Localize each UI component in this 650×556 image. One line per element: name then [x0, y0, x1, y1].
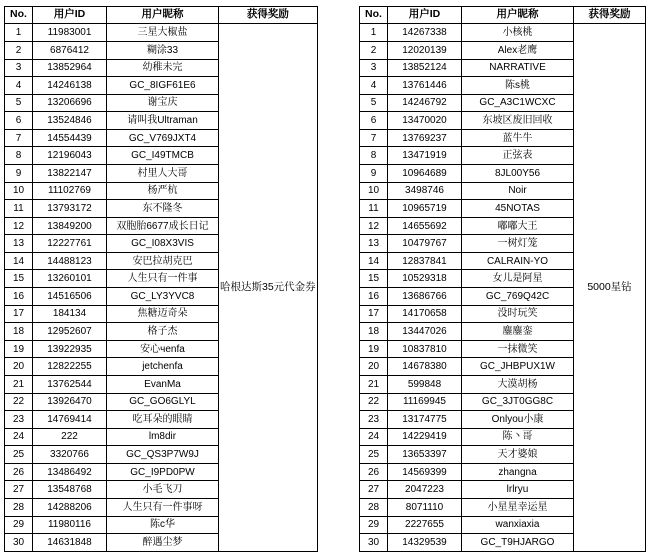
cell-user-id: 13471919	[388, 147, 462, 165]
cell-nickname: 安心чenfa	[107, 340, 219, 358]
cell-no: 12	[5, 217, 33, 235]
cell-no: 17	[5, 305, 33, 323]
cell-nickname: 东坡区废旧回收	[462, 112, 574, 130]
cell-no: 24	[360, 428, 388, 446]
cell-no: 15	[5, 270, 33, 288]
cell-no: 4	[360, 77, 388, 95]
cell-nickname: GC_I9PD0PW	[107, 463, 219, 481]
cell-user-id: 184134	[33, 305, 107, 323]
cell-user-id: 13761446	[388, 77, 462, 95]
cell-user-id: 10965719	[388, 200, 462, 218]
cell-nickname: 焦糖迈奇朵	[107, 305, 219, 323]
cell-user-id: 13852964	[33, 59, 107, 77]
right-winners-table	[359, 6, 646, 552]
cell-nickname: 8JL00Y56	[462, 165, 574, 183]
cell-user-id: 13653397	[388, 446, 462, 464]
cell-nickname: 吃耳朵的眼睛	[107, 411, 219, 429]
cell-no: 20	[360, 358, 388, 376]
cell-no: 19	[360, 340, 388, 358]
cell-no: 2	[5, 41, 33, 59]
cell-no: 3	[360, 59, 388, 77]
cell-nickname: 村里人大哥	[107, 165, 219, 183]
cell-user-id: 13470020	[388, 112, 462, 130]
cell-user-id: 3498746	[388, 182, 462, 200]
cell-nickname: 女儿是阿星	[462, 270, 574, 288]
cell-no: 18	[5, 323, 33, 341]
cell-no: 13	[5, 235, 33, 253]
column-header-user-id: 用户ID	[33, 7, 107, 24]
cell-no: 29	[360, 516, 388, 534]
cell-no: 26	[360, 463, 388, 481]
column-header-no: No.	[5, 7, 33, 24]
cell-no: 25	[5, 446, 33, 464]
cell-no: 25	[360, 446, 388, 464]
cell-nickname: 嘟嘟大王	[462, 217, 574, 235]
cell-no: 16	[360, 288, 388, 306]
cell-nickname: 小核桃	[462, 24, 574, 42]
cell-no: 21	[5, 375, 33, 393]
cell-user-id: 12952607	[33, 323, 107, 341]
cell-nickname: 小毛飞刀	[107, 481, 219, 499]
cell-no: 27	[5, 481, 33, 499]
cell-no: 11	[360, 200, 388, 218]
cell-user-id: 2047223	[388, 481, 462, 499]
cell-nickname: 陈丶哥	[462, 428, 574, 446]
cell-nickname: 请叫我Ultraman	[107, 112, 219, 130]
cell-user-id: 222	[33, 428, 107, 446]
cell-no: 9	[5, 165, 33, 183]
cell-no: 28	[360, 499, 388, 517]
cell-nickname: 天才婆娘	[462, 446, 574, 464]
cell-nickname: 醉遇尘梦	[107, 534, 219, 552]
cell-user-id: 10529318	[388, 270, 462, 288]
cell-no: 10	[5, 182, 33, 200]
cell-no: 18	[360, 323, 388, 341]
cell-nickname: 大漠胡杨	[462, 375, 574, 393]
cell-nickname: Alex老鹰	[462, 41, 574, 59]
cell-user-id: 12837841	[388, 252, 462, 270]
cell-nickname: 蓝牛牛	[462, 129, 574, 147]
cell-user-id: 12227761	[33, 235, 107, 253]
column-header-nickname: 用户昵称	[107, 7, 219, 24]
cell-user-id: 13822147	[33, 165, 107, 183]
cell-no: 22	[5, 393, 33, 411]
cell-no: 8	[360, 147, 388, 165]
cell-nickname: GC_JHBPUX1W	[462, 358, 574, 376]
cell-nickname: 正弦表	[462, 147, 574, 165]
cell-user-id: 10837810	[388, 340, 462, 358]
cell-user-id: 13926470	[33, 393, 107, 411]
table-header	[360, 7, 646, 24]
cell-no: 11	[5, 200, 33, 218]
cell-no: 23	[360, 411, 388, 429]
cell-no: 1	[5, 24, 33, 42]
cell-no: 17	[360, 305, 388, 323]
cell-user-id: 13769237	[388, 129, 462, 147]
cell-nickname: GC_V769JXT4	[107, 129, 219, 147]
cell-user-id: 14631848	[33, 534, 107, 552]
cell-user-id: 11169945	[388, 393, 462, 411]
cell-user-id: 14329539	[388, 534, 462, 552]
cell-no: 10	[360, 182, 388, 200]
cell-nickname: zhangna	[462, 463, 574, 481]
cell-nickname: GC_T9HJARGO	[462, 534, 574, 552]
cell-user-id: 10479767	[388, 235, 462, 253]
cell-user-id: 14288206	[33, 499, 107, 517]
cell-user-id: 13447026	[388, 323, 462, 341]
cell-no: 8	[5, 147, 33, 165]
cell-no: 19	[5, 340, 33, 358]
cell-nickname: GC_I08X3VIS	[107, 235, 219, 253]
cell-user-id: 13548768	[33, 481, 107, 499]
cell-user-id: 12822255	[33, 358, 107, 376]
cell-no: 30	[360, 534, 388, 552]
cell-nickname: 人生只有一件事呀	[107, 499, 219, 517]
cell-nickname: GC_LY3YVC8	[107, 288, 219, 306]
table-header	[5, 7, 318, 24]
cell-no: 30	[5, 534, 33, 552]
cell-nickname: lrlryu	[462, 481, 574, 499]
cell-nickname: 东不隆冬	[107, 200, 219, 218]
cell-user-id: 13486492	[33, 463, 107, 481]
cell-no: 2	[360, 41, 388, 59]
cell-nickname: 格子杰	[107, 323, 219, 341]
cell-user-id: 14769414	[33, 411, 107, 429]
column-header-user-id: 用户ID	[388, 7, 462, 24]
cell-user-id: 13206696	[33, 94, 107, 112]
cell-nickname: 人生只有一件事	[107, 270, 219, 288]
cell-nickname: 一树灯笼	[462, 235, 574, 253]
table-body	[360, 24, 646, 552]
cell-user-id: 13174775	[388, 411, 462, 429]
cell-prize: 5000星钻	[574, 24, 646, 552]
cell-user-id: 13852124	[388, 59, 462, 77]
cell-nickname: 鏖鏖銮	[462, 323, 574, 341]
cell-no: 6	[360, 112, 388, 130]
cell-user-id: 2227655	[388, 516, 462, 534]
cell-nickname: jetchenfa	[107, 358, 219, 376]
cell-user-id: 14569399	[388, 463, 462, 481]
cell-user-id: 13922935	[33, 340, 107, 358]
cell-user-id: 14488123	[33, 252, 107, 270]
cell-user-id: 14246138	[33, 77, 107, 95]
cell-no: 14	[5, 252, 33, 270]
cell-user-id: 14678380	[388, 358, 462, 376]
cell-nickname: 45NOTAS	[462, 200, 574, 218]
cell-no: 14	[360, 252, 388, 270]
cell-no: 20	[5, 358, 33, 376]
cell-user-id: 8071110	[388, 499, 462, 517]
header-row	[360, 7, 646, 24]
cell-nickname: wanxiaxia	[462, 516, 574, 534]
cell-user-id: 13762544	[33, 375, 107, 393]
cell-nickname: 谢宝庆	[107, 94, 219, 112]
cell-no: 15	[360, 270, 388, 288]
cell-nickname: 没时玩笑	[462, 305, 574, 323]
cell-nickname: 陈s桃	[462, 77, 574, 95]
cell-no: 7	[360, 129, 388, 147]
cell-user-id: 599848	[388, 375, 462, 393]
cell-nickname: 小星星幸运星	[462, 499, 574, 517]
column-header-no: No.	[360, 7, 388, 24]
cell-nickname: 幼稚未完	[107, 59, 219, 77]
cell-user-id: 13686766	[388, 288, 462, 306]
cell-no: 27	[360, 481, 388, 499]
cell-nickname: 安巴拉胡克巴	[107, 252, 219, 270]
cell-user-id: 14267338	[388, 24, 462, 42]
cell-no: 9	[360, 165, 388, 183]
cell-no: 21	[360, 375, 388, 393]
cell-no: 23	[5, 411, 33, 429]
cell-no: 12	[360, 217, 388, 235]
cell-user-id: 13524846	[33, 112, 107, 130]
cell-no: 4	[5, 77, 33, 95]
cell-no: 5	[360, 94, 388, 112]
cell-user-id: 14554439	[33, 129, 107, 147]
cell-no: 29	[5, 516, 33, 534]
cell-nickname: EvanMa	[107, 375, 219, 393]
cell-user-id: 14229419	[388, 428, 462, 446]
cell-user-id: 10964689	[388, 165, 462, 183]
cell-nickname: GC_QS3P7W9J	[107, 446, 219, 464]
cell-user-id: 12196043	[33, 147, 107, 165]
cell-user-id: 3320766	[33, 446, 107, 464]
cell-nickname: 糊涂33	[107, 41, 219, 59]
cell-nickname: GC_3JT0GG8C	[462, 393, 574, 411]
cell-nickname: 陈c华	[107, 516, 219, 534]
cell-no: 22	[360, 393, 388, 411]
cell-nickname: GC_769Q42C	[462, 288, 574, 306]
cell-nickname: 双胞胎6677成长日记	[107, 217, 219, 235]
cell-no: 24	[5, 428, 33, 446]
cell-no: 1	[360, 24, 388, 42]
column-header-nickname: 用户昵称	[462, 7, 574, 24]
cell-user-id: 11102769	[33, 182, 107, 200]
cell-no: 16	[5, 288, 33, 306]
cell-no: 5	[5, 94, 33, 112]
cell-nickname: Noir	[462, 182, 574, 200]
cell-nickname: 三星大椒盐	[107, 24, 219, 42]
cell-user-id: 12020139	[388, 41, 462, 59]
cell-user-id: 6876412	[33, 41, 107, 59]
cell-nickname: GC_8IGF61E6	[107, 77, 219, 95]
cell-user-id: 14170658	[388, 305, 462, 323]
column-header-prize: 获得奖励	[574, 7, 646, 24]
column-header-prize: 获得奖励	[219, 7, 318, 24]
cell-prize: 哈根达斯35元代金券	[219, 24, 318, 552]
cell-no: 26	[5, 463, 33, 481]
cell-user-id: 13260101	[33, 270, 107, 288]
cell-nickname: NARRATIVE	[462, 59, 574, 77]
cell-user-id: 14246792	[388, 94, 462, 112]
table-row	[5, 24, 318, 42]
cell-user-id: 11983001	[33, 24, 107, 42]
cell-user-id: 11980116	[33, 516, 107, 534]
left-winners-table	[4, 6, 318, 552]
cell-nickname: lm8dir	[107, 428, 219, 446]
cell-nickname: GC_A3C1WCXC	[462, 94, 574, 112]
cell-user-id: 13793172	[33, 200, 107, 218]
cell-nickname: 一抹微笑	[462, 340, 574, 358]
header-row	[5, 7, 318, 24]
cell-nickname: CALRAIN-YO	[462, 252, 574, 270]
cell-no: 13	[360, 235, 388, 253]
cell-nickname: GC_GO6GLYL	[107, 393, 219, 411]
cell-no: 7	[5, 129, 33, 147]
cell-user-id: 13849200	[33, 217, 107, 235]
table-body	[5, 24, 318, 552]
cell-nickname: GC_I49TMCB	[107, 147, 219, 165]
cell-no: 6	[5, 112, 33, 130]
cell-nickname: Onlyou小康	[462, 411, 574, 429]
table-row	[360, 24, 646, 42]
cell-nickname: 杨严杭	[107, 182, 219, 200]
cell-no: 28	[5, 499, 33, 517]
cell-user-id: 14655692	[388, 217, 462, 235]
cell-user-id: 14516506	[33, 288, 107, 306]
cell-no: 3	[5, 59, 33, 77]
